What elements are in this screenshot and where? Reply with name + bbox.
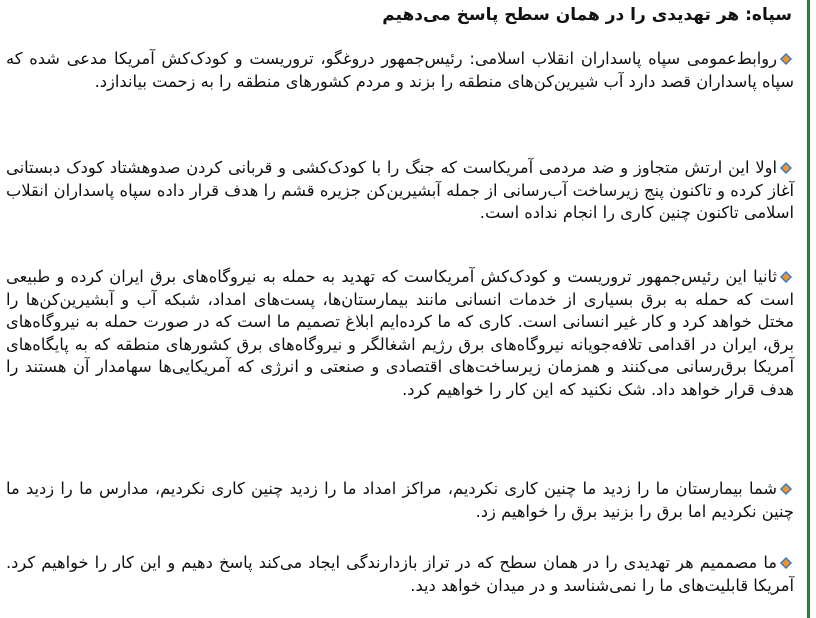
paragraph-text: روابط‌عمومی سپاه پاسداران انقلاب اسلامی: رئیس‌جمهور دروغگو، تروریست و کودک‌کش آمریکا مدعی شده که سپاه پاسداران قصد دارد آب شیرین‌کن‌های منطقه را بزند و مردم کشورهای منطقه را به زحمت بیاندازد. [6, 49, 794, 91]
message-accent-bar [807, 0, 810, 618]
paragraph [6, 48, 794, 93]
orange-blue-diamond-icon [780, 483, 794, 495]
paragraph-text: ما مصممیم هر تهدیدی را در همان سطح که در تراز بازدارندگی ایجاد می‌کند پاسخ دهیم و این کار را خواهیم کرد. آمریکا قابلیت‌های ما را نمی‌شناسد و در میدان خواهد دید. [6, 553, 794, 595]
orange-blue-diamond-icon [780, 557, 794, 569]
message-title: سپاه: هر تهدیدی را در همان سطح پاسخ می‌دهیم [382, 5, 792, 25]
orange-blue-diamond-icon [780, 271, 794, 283]
paragraph-text: شما بیمارستان ما را زدید ما چنین کاری نکردیم، مراکز امداد ما را زدید چنین کاری نکردیم، مدارس ما را زدید ما چنین نکردیم اما برق را بزنید برق را خواهیم زد. [6, 479, 794, 521]
paragraph-text: ثانیا این رئیس‌جمهور تروریست و کودک‌کش آمریکاست که تهدید به حمله به نیروگاه‌های برق ایران کرده و طبیعی است که حمله به برق بسیاری از خدمات انسانی مانند بیمارستان‌ها، پست‌های امداد، شبکه آب و آبشیرین‌کن‌ها را مختل خواهد کرد و کار غیر انسانی است. کاری که ما کرده‌ایم ابلاغ تصمیم ما است که در صورت حمله به نیروگاه‌های برق، ایران در اقدامی تلافه‌جویانه نیروگاه‌های برق رژیم اشغالگر و نیروگاه‌های برق کشورهای منطقه که به پایگاه‌های آمریکا برق‌رسانی می‌کنند و همزمان زیرساخت‌های اقتصادی و صنعتی و انرژی که آمریکایی‌ها سهامدار آن هستند را هدف قرار خواهد داد. شک نکنید که این کار را خواهیم کرد. [6, 267, 794, 399]
paragraph-text: اولا این ارتش متجاوز و ضد مردمی آمریکاست که جنگ را با کودک‌کشی و قربانی کردن صدوهشتاد کودک دبستانی آغاز کرده و تاکنون پنج زیرساخت آب‌رسانی از جمله آبشیرین‌کن جزیره قشم را هدف قرار داده سپاه پاسداران انقلاب اسلامی تاکنون چنین کاری را انجام نداده است. [6, 158, 794, 222]
orange-blue-diamond-icon [780, 162, 794, 174]
paragraph [6, 552, 794, 597]
paragraph [6, 266, 794, 401]
orange-blue-diamond-icon [780, 53, 794, 65]
paragraph [6, 157, 794, 225]
paragraph [6, 478, 794, 523]
